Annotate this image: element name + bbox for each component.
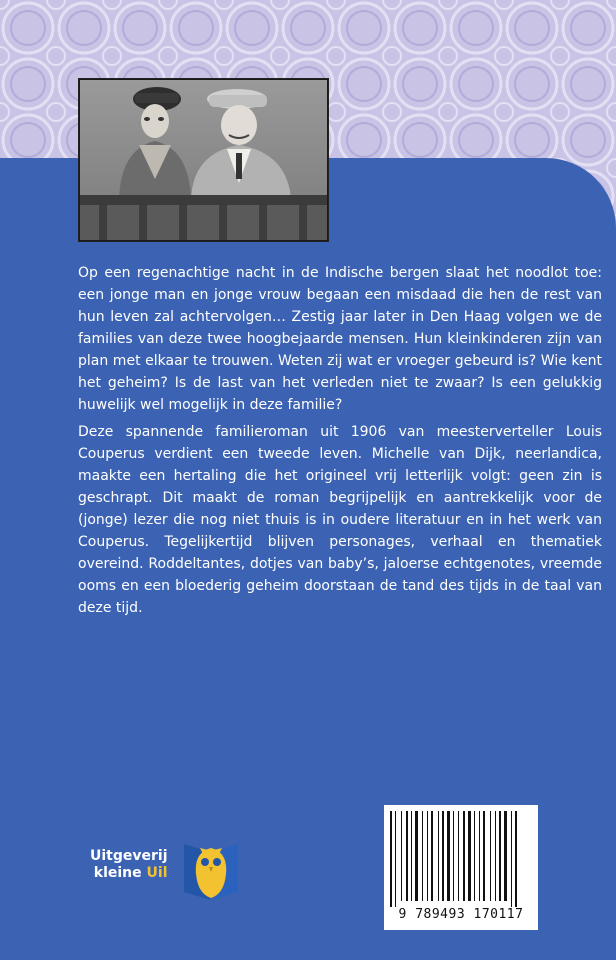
- barcode-bar: [504, 811, 507, 901]
- barcode-bar: [479, 811, 480, 901]
- publisher-line1: Uitgeverij: [90, 848, 168, 864]
- blurb-paragraph-1: Op een regenachtige nacht in de Indische bergen slaat het noodlot toe: een jonge man en jonge vrouw begaan een misdaad die hen de rest van hun leven zal achtervolgen… Zestig jaar later in Den Haag volgen we de families van deze twee hoogbejaarde mensen. Hun kleinkinderen zijn van plan met elkaar te trouwen. Weten zij wat er vroeger gebeurd is? Wie kent het geheim? Is de last van het verleden niet te zwaar? Is een gelukkig huwelijk wel mogelijk in deze familie?: [78, 265, 602, 413]
- blurb-paragraph-2: Deze spannende familieroman uit 1906 van meesterverteller Louis Couperus verdient een tweede leven. Michelle van Dijk, neerlandica, maakte een hertaling die het origineel vrij letterlijk volgt: geen zin is geschrapt. Dit maakt de roman begrijpelijk en aantrekkelijk voor de (jonge) lezer die nog niet thuis is in oudere literatuur en in het werk van Couperus. Tegelijkertijd blijven personages, verhaal en thematiek overeind. Roddeltantes, dotjes van baby’s, jaloerse echtgenotes, vreemde ooms en een bloederig geheim doorstaan de tand des tijds in de taal van deze tijd.: [78, 424, 602, 616]
- publisher-name: [90, 848, 168, 882]
- barcode-bar: [390, 811, 392, 907]
- barcode-bar: [442, 811, 444, 901]
- publisher-word-uil: Uil: [146, 865, 168, 881]
- isbn-number: 9 789493 170117: [398, 907, 524, 922]
- barcode-bar: [499, 811, 501, 901]
- barcode-bar: [490, 811, 491, 901]
- barcode-bar: [463, 811, 465, 901]
- owl-book-icon: [180, 834, 242, 904]
- barcode-bar: [395, 811, 396, 907]
- barcode-bar: [431, 811, 433, 901]
- barcode-bar: [515, 811, 517, 907]
- barcode-bars: [384, 807, 538, 907]
- barcode-bar: [406, 811, 408, 901]
- vintage-photo: [78, 78, 329, 242]
- publisher-line2: [90, 865, 168, 882]
- barcode-bar: [401, 811, 402, 901]
- barcode-bar: [427, 811, 428, 901]
- publisher-word-kleine: kleine: [93, 865, 142, 881]
- barcode-bar: [438, 811, 439, 901]
- barcode-bar: [447, 811, 450, 901]
- publisher-logo: [78, 832, 228, 912]
- barcode-bar: [468, 811, 471, 901]
- barcode-bar: [415, 811, 418, 901]
- barcode-bar: [495, 811, 496, 901]
- barcode-bar: [483, 811, 485, 901]
- barcode-bar: [474, 811, 475, 901]
- barcode-bar: [422, 811, 423, 901]
- barcode: [384, 805, 538, 930]
- barcode-bar: [511, 811, 512, 907]
- barcode-bar: [411, 811, 412, 901]
- barcode-bar: [453, 811, 454, 901]
- barcode-bar: [458, 811, 459, 901]
